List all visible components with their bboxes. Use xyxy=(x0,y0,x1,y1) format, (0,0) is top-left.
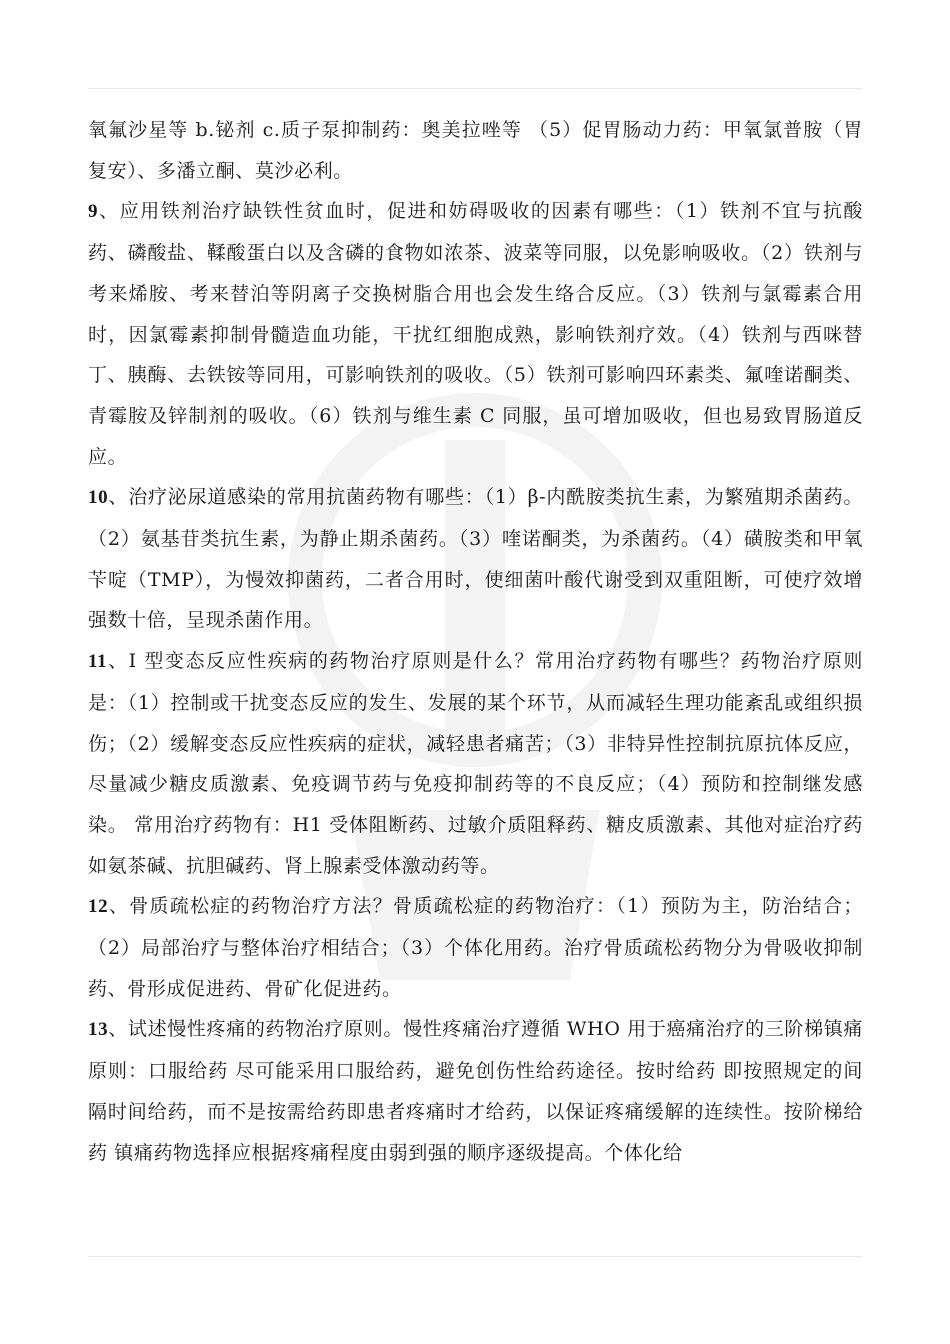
question-text: 、试述慢性疼痛的药物治疗原则。慢性疼痛治疗遵循 WHO 用于癌痛治疗的三阶梯镇痛原则：口服给药 尽可能采用口服给药，避免创伤性给药途径。按时给药 即按照规定的间隔时间给药，而不是按需给药即患者疼痛时才给药，以保证疼痛缓解的连续性。按阶梯给药 镇痛药物选择应根据疼痛程度由弱到强的顺序逐级提高。个体化给 xyxy=(88,1018,863,1164)
question-11 xyxy=(88,641,863,886)
header-rule xyxy=(88,88,862,89)
question-text: 、治疗泌尿道感染的常用抗菌药物有哪些：（1）β-内酰胺类抗生素，为繁殖期杀菌药。（2）氨基苷类抗生素，为静止期杀菌药。（3）喹诺酮类，为杀菌药。（4）磺胺类和甲氧苄啶（TMP），为慢效抑菌药，二者合用时，使细菌叶酸代谢受到双重阻断，可使疗效增强数十倍，呈现杀菌作用。 xyxy=(88,486,863,632)
document-body xyxy=(88,110,863,1173)
paragraph-text: 氧氟沙星等 b.铋剂 c.质子泵抑制药：奥美拉唑等 （5）促胃肠动力药：甲氧氯普胺（胃复安）、多潘立酮、莫沙必利。 xyxy=(88,119,863,182)
question-10 xyxy=(88,477,863,641)
question-number: 10 xyxy=(88,487,109,509)
question-9 xyxy=(88,191,863,477)
question-number: 11 xyxy=(88,651,108,673)
question-13 xyxy=(88,1009,863,1173)
question-12 xyxy=(88,886,863,1009)
footer-rule xyxy=(88,1256,862,1257)
question-number: 12 xyxy=(88,896,109,918)
question-text: 、I 型变态反应性疾病的药物治疗原则是什么？常用治疗药物有哪些？药物治疗原则是：（1）控制或干扰变态反应的发生、发展的某个环节，从而减轻生理功能紊乱或组织损伤；（2）缓解变态反应性疾病的症状，减轻患者痛苦；（3）非特异性控制抗原抗体反应，尽量减少糖皮质激素、免疫调节药与免疫抑制药等的不良反应；（4）预防和控制继发感染。 常用治疗药物有：H1 受体阻断药、过敏介质阻释药、糖皮质激素、其他对症治疗药如氨茶碱、抗胆碱药、肾上腺素受体激动药等。 xyxy=(88,650,863,877)
question-text: 、骨质疏松症的药物治疗方法？骨质疏松症的药物治疗：（1）预防为主，防治结合；（2）局部治疗与整体治疗相结合；（3）个体化用药。治疗骨质疏松药物分为骨吸收抑制药、骨形成促进药、骨矿化促进药。 xyxy=(88,895,863,1000)
question-number: 9 xyxy=(88,201,99,223)
question-number: 13 xyxy=(88,1019,109,1041)
question-text: 、应用铁剂治疗缺铁性贫血时，促进和妨碍吸收的因素有哪些：（1）铁剂不宜与抗酸药、磷酸盐、鞣酸蛋白以及含磷的食物如浓茶、波菜等同服，以免影响吸收。（2）铁剂与考来烯胺、考来替泊等阴离子交换树脂合用也会发生络合反应。（3）铁剂与氯霉素合用时，因氯霉素抑制骨髓造血功能，干扰红细胞成熟，影响铁剂疗效。（4）铁剂与西咪替丁、胰酶、去铁铵等同用，可影响铁剂的吸收。（5）铁剂可影响四环素类、氟喹诺酮类、青霉胺及锌制剂的吸收。（6）铁剂与维生素 C 同服，虽可增加吸收，但也易致胃肠道反应。 xyxy=(88,200,863,468)
paragraph-continuation xyxy=(88,110,863,191)
